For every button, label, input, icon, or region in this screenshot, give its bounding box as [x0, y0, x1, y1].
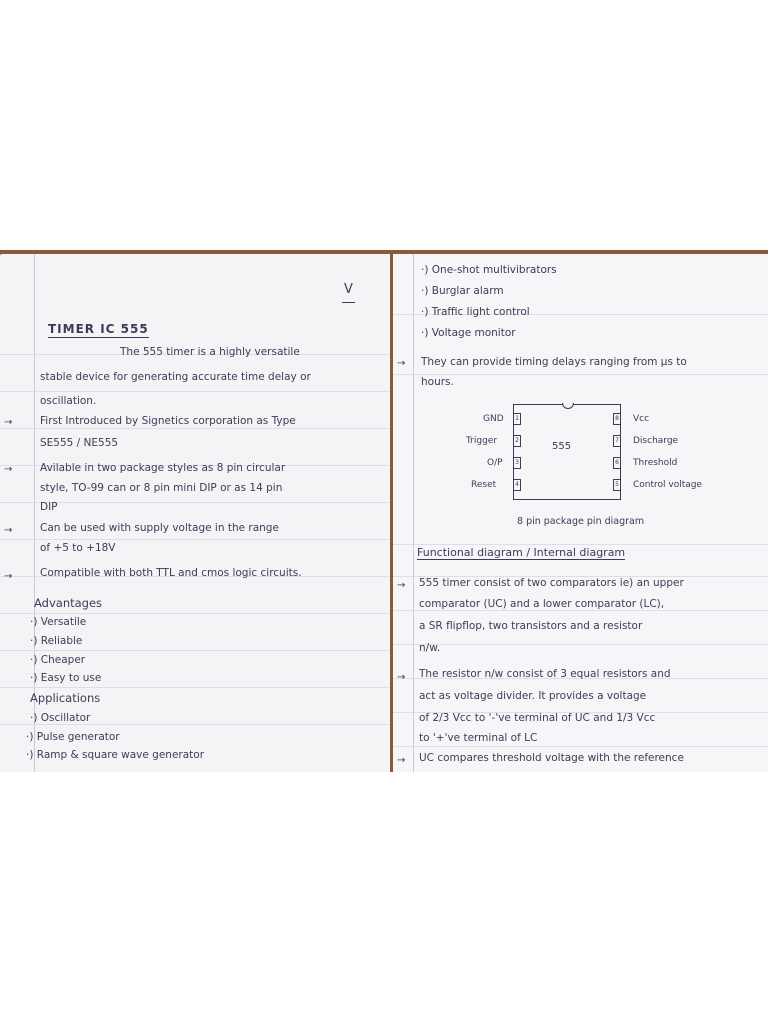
pin-label: Discharge [633, 436, 679, 446]
pin-label: O/P [487, 458, 503, 468]
right-page [393, 254, 768, 772]
list-item: ·) Traffic light control [421, 306, 530, 318]
bullet-text: Avilable in two package styles as 8 pin circular [40, 462, 286, 474]
list-item: ·) Burglar alarm [421, 285, 504, 297]
arrow-icon: → [4, 464, 13, 475]
advantages-heading: Advantages [34, 596, 103, 610]
bullet-text: DIP [40, 501, 58, 513]
page-title: TIMER IC 555 [48, 322, 149, 336]
arrow-icon: → [4, 417, 13, 428]
pin-number: 5 [613, 479, 621, 491]
bullet-text: 555 timer consist of two comparators ie) an upper [419, 577, 684, 589]
intro-text: oscillation. [40, 395, 97, 407]
pin-label: Threshold [633, 458, 678, 468]
ic-chip [513, 404, 621, 500]
arrow-icon: → [4, 525, 13, 536]
bullet-text: n/w. [419, 642, 441, 654]
page-number: V [344, 282, 353, 297]
right-margin-line [413, 254, 414, 772]
bullet-text: of +5 to +18V [40, 542, 116, 554]
bullet-text: act as voltage divider. It provides a voltage [419, 690, 647, 702]
bullet-text: Compatible with both TTL and cmos logic circuits. [40, 567, 302, 579]
bullet-text: comparator (UC) and a lower comparator (LC), [419, 598, 665, 610]
bullet-text: First Introduced by Signetics corporation as Type [40, 415, 296, 427]
section-heading: Functional diagram / Internal diagram [417, 546, 626, 559]
list-item: ·) Oscillator [30, 712, 91, 724]
list-item: ·) Voltage monitor [421, 327, 516, 339]
bullet-text: UC compares threshold voltage with the reference [419, 752, 684, 764]
list-item: ·) Ramp & square wave generator [26, 749, 205, 761]
intro-text: The 555 timer is a highly versatile [120, 346, 300, 358]
pin-label: Reset [471, 480, 497, 490]
bullet-text: of 2/3 Vcc to '-'ve terminal of UC and 1/3 Vcc [419, 712, 656, 724]
list-item: ·) Versatile [30, 616, 87, 628]
bullet-text: The resistor n/w consist of 3 equal resistors and [419, 668, 671, 680]
pin-label: Control voltage [633, 480, 703, 490]
bullet-text: a SR flipflop, two transistors and a resistor [419, 620, 643, 632]
pin-label: GND [483, 414, 504, 424]
bullet-text: They can provide timing delays ranging from µs to [421, 356, 687, 368]
list-item: ·) One-shot multivibrators [421, 264, 557, 276]
intro-text: stable device for generating accurate time delay or [40, 371, 311, 383]
arrow-icon: → [397, 580, 406, 591]
bullet-text: hours. [421, 376, 454, 388]
bullet-text: SE555 / NE555 [40, 437, 119, 449]
pin-number: 8 [613, 413, 621, 425]
arrow-icon: → [397, 672, 406, 683]
pin-number: 2 [513, 435, 521, 447]
applications-heading: Applications [30, 691, 101, 705]
list-item: ·) Easy to use [30, 672, 102, 684]
diagram-caption: 8 pin package pin diagram [517, 516, 645, 527]
pin-number: 1 [513, 413, 521, 425]
pin-number: 7 [613, 435, 621, 447]
left-page [0, 254, 390, 772]
pin-label: Vcc [633, 414, 650, 424]
ic-label: 555 [552, 441, 572, 452]
pin-number: 6 [613, 457, 621, 469]
notebook-photo [0, 250, 768, 772]
pin-number: 3 [513, 457, 521, 469]
pin-number: 4 [513, 479, 521, 491]
arrow-icon: → [397, 358, 406, 369]
list-item: ·) Pulse generator [26, 731, 120, 743]
list-item: ·) Reliable [30, 635, 83, 647]
bullet-text: style, TO-99 can or 8 pin mini DIP or as 14 pin [40, 482, 283, 494]
arrow-icon: → [397, 755, 406, 766]
arrow-icon: → [4, 571, 13, 582]
bullet-text: to '+'ve terminal of LC [419, 732, 538, 744]
list-item: ·) Cheaper [30, 654, 86, 666]
bullet-text: Can be used with supply voltage in the range [40, 522, 279, 534]
ic-notch [562, 403, 574, 409]
pin-label: Trigger [466, 436, 498, 446]
